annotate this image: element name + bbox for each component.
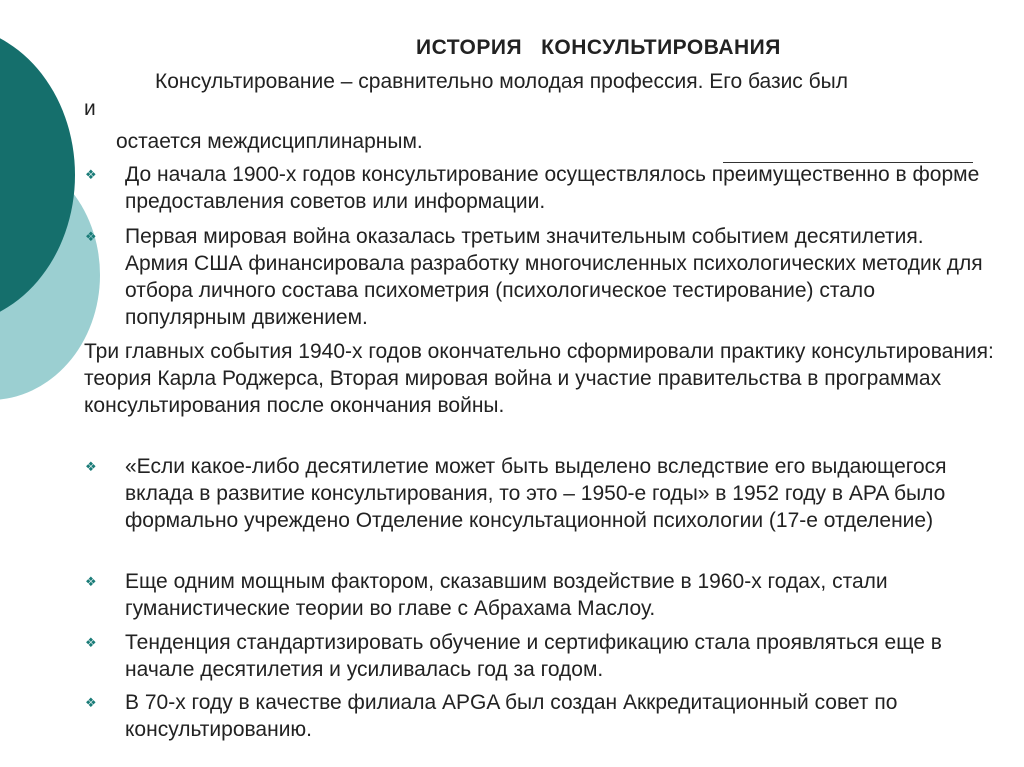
- diamond-bullet-icon: ❖: [85, 635, 97, 650]
- paragraph-1940s: Три главных события 1940-х годов окончательно сформировали практику консультирования: теория Карла Роджерса, Вторая мировая война и участие правительства в программах консультирования после окончания войны.: [84, 340, 994, 417]
- bullet-text: До начала 1900-х годов консультирование осуществлялось преимущественно в форме предоставления советов или информации.: [125, 163, 980, 213]
- bullet-text: В 70-х году в качестве филиала APGA был создан Аккредитационный совет по консультированию.: [125, 691, 898, 741]
- intro-text-line-3: остается междисциплинарным.: [116, 130, 423, 153]
- slide-title: ИСТОРИЯ КОНСУЛЬТИРОВАНИЯ: [416, 36, 781, 59]
- intro-text-line-1: Консультирование – сравнительно молодая профессия. Его базис был: [155, 70, 849, 93]
- diamond-bullet-icon: ❖: [85, 229, 97, 244]
- diamond-bullet-icon: ❖: [85, 459, 97, 474]
- bullet-text: Тенденция стандартизировать обучение и сертификацию стала проявляться еще в начале десятилетия и усиливалась год за годом.: [125, 631, 942, 681]
- diamond-bullet-icon: ❖: [85, 695, 97, 710]
- bullet-text: Первая мировая война оказалась третьим значительным событием десятилетия. Армия США финансировала разработку многочисленных психологических методик для отбора личного состава психометрия (психологическое тестирование) стало популярным движением.: [125, 225, 983, 329]
- bullet-text: «Если какое-либо десятилетие может быть выделено вследствие его выдающегося вклада в развитие консультирования, то это – 1950-е годы» в 1952 году в APA было формально учреждено Отделение консультационной психологии (17-е отделение): [125, 455, 947, 532]
- bullet-text: Еще одним мощным фактором, сказавшим воздействие в 1960-х годах, стали гуманистические теории во главе с Абрахама Маслоу.: [125, 570, 888, 620]
- diamond-bullet-icon: ❖: [85, 167, 97, 182]
- diamond-bullet-icon: ❖: [85, 574, 97, 589]
- intro-text-line-2: и: [84, 97, 96, 120]
